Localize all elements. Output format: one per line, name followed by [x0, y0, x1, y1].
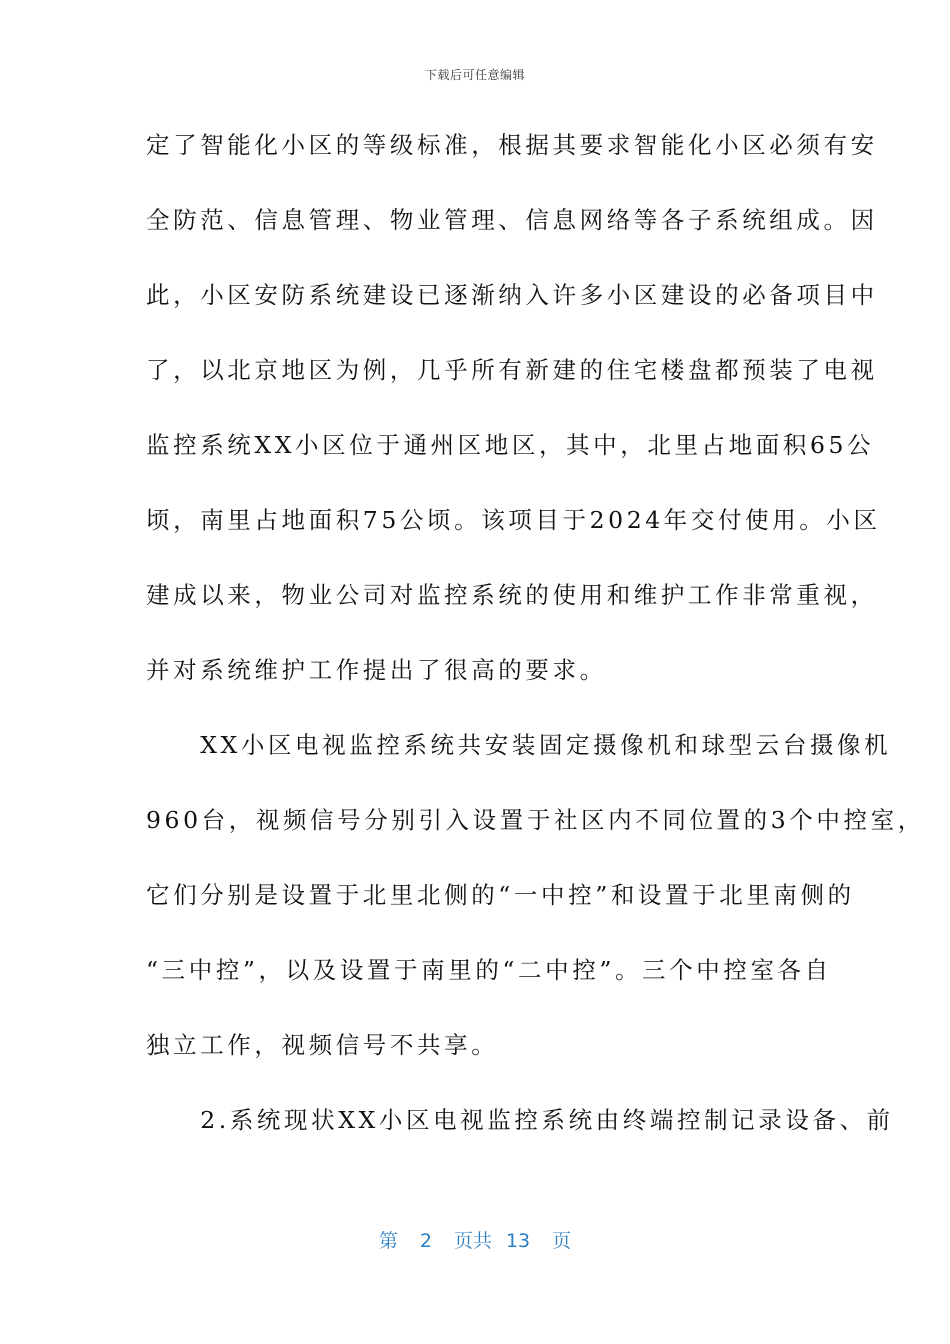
footer-prefix: 第 — [378, 1230, 398, 1252]
body-line-3: 此，小区安防系统建设已逐渐纳入许多小区建设的必备项目中 — [146, 281, 878, 309]
footer-middle: 页共 — [453, 1230, 492, 1252]
body-line-7: 建成以来，物业公司对监控系统的使用和维护工作非常重视， — [146, 581, 878, 609]
body-line-9: XX小区电视监控系统共安装固定摄像机和球型云台摄像机 — [146, 731, 892, 759]
footer-page-number: 2 — [419, 1230, 432, 1252]
body-line-13: 独立工作，视频信号不共享。 — [146, 1031, 499, 1059]
page-footer — [0, 1226, 950, 1253]
body-line-5: 监控系统XX小区位于通州区地区，其中，北里占地面积65公 — [146, 431, 875, 459]
body-line-12: “三中控”，以及设置于南里的“二中控”。三个中控室各自 — [146, 956, 832, 984]
body-line-11: 它们分别是设置于北里北侧的“一中控”和设置于北里南侧的 — [146, 881, 855, 909]
body-line-1: 定了智能化小区的等级标准，根据其要求智能化小区必须有安 — [146, 131, 878, 159]
page-header: 下载后可任意编辑 — [424, 68, 525, 82]
footer-total-pages: 13 — [505, 1230, 531, 1252]
body-line-10: 960台，视频信号分别引入设置于社区内不同位置的3个中控室， — [146, 806, 925, 834]
footer-suffix: 页 — [552, 1230, 572, 1252]
body-line-4: 了，以北京地区为例，几乎所有新建的住宅楼盘都预装了电视 — [146, 356, 878, 384]
body-line-8: 并对系统维护工作提出了很高的要求。 — [146, 656, 607, 684]
body-line-2: 全防范、信息管理、物业管理、信息网络等各子系统组成。因 — [146, 206, 878, 234]
body-line-6: 顷，南里占地面积75公顷。该项目于2024年交付使用。小区 — [146, 506, 881, 534]
body-line-14: 2.系统现状XX小区电视监控系统由终端控制记录设备、前 — [146, 1106, 894, 1134]
